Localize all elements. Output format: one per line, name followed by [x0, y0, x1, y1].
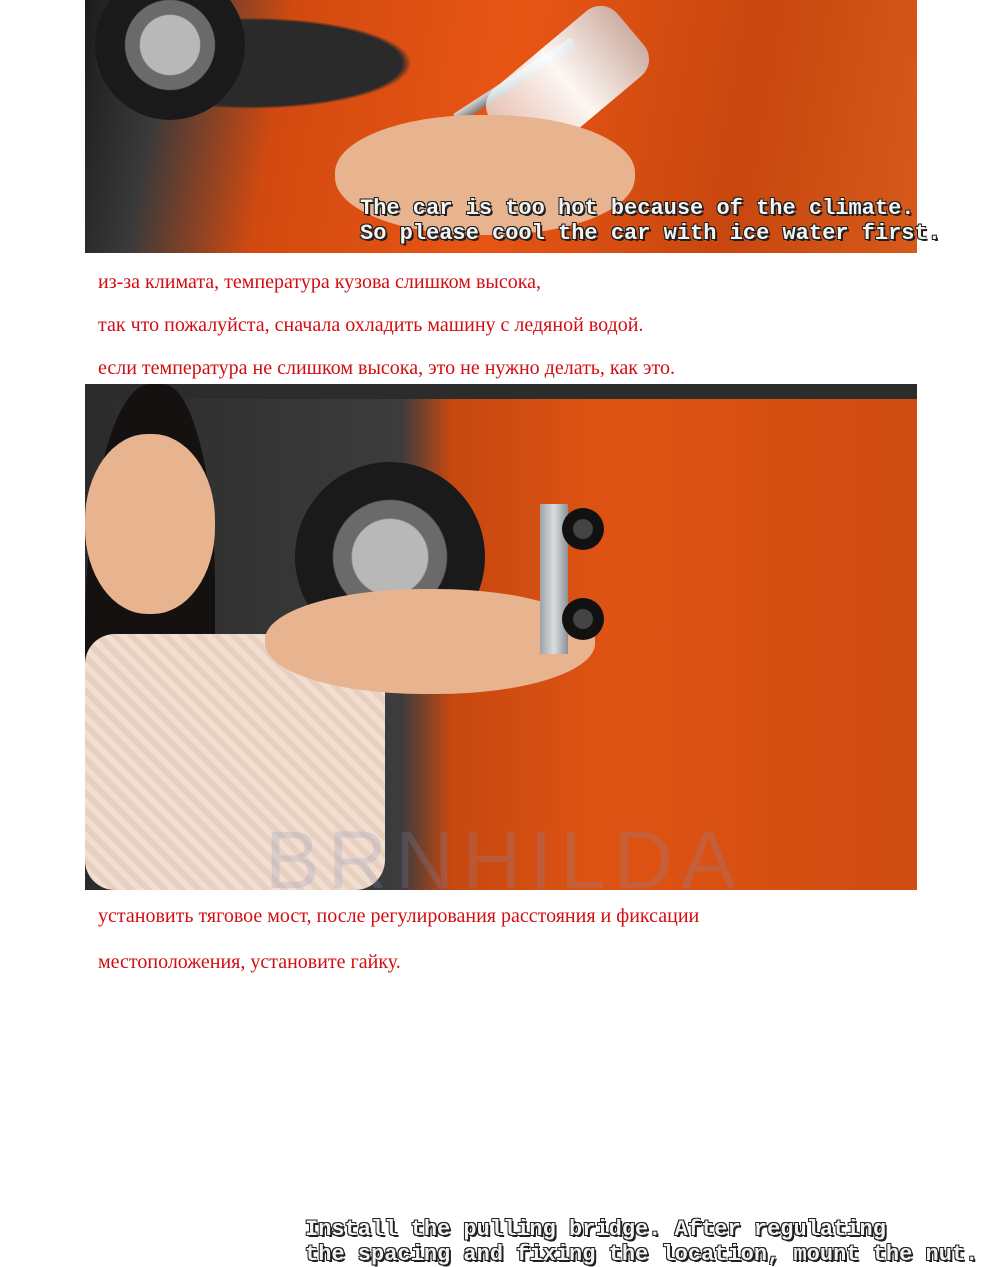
top-subtitle-line-1: The car is too hot because of the climate.: [360, 196, 915, 221]
car-wheel-image: [95, 0, 245, 120]
top-photo-cooling-car: [85, 0, 941, 253]
bottom-subtitle-line-1: Install the pulling bridge. After regulating: [305, 1217, 886, 1242]
russian-caption-line-3: если температура не слишком высока, это не нужно делать, как это.: [98, 357, 675, 379]
russian-caption-line-1: из-за климата, температура кузова слишком высока,: [98, 271, 542, 293]
top-video-subtitle: [360, 196, 941, 246]
bottom-subtitle-line-2: the spacing and fixing the location, mount the nut.: [305, 1242, 979, 1267]
suction-cup-image: [562, 598, 604, 640]
russian-caption-line-2: так что пожалуйста, сначала охладить машину с ледяной водой.: [98, 314, 644, 336]
woman-face-image: [85, 434, 215, 614]
suction-cup-image: [562, 508, 604, 550]
brand-watermark: BRNHILDA: [265, 815, 744, 906]
russian-caption-line-5: местоположения, установите гайку.: [98, 951, 401, 973]
top-subtitle-line-2: So please cool the car with ice water first.: [360, 221, 941, 246]
russian-caption-line-4: установить тяговое мост, после регулирования расстояния и фиксации: [98, 905, 700, 927]
bottom-video-subtitle: [305, 1217, 978, 1267]
